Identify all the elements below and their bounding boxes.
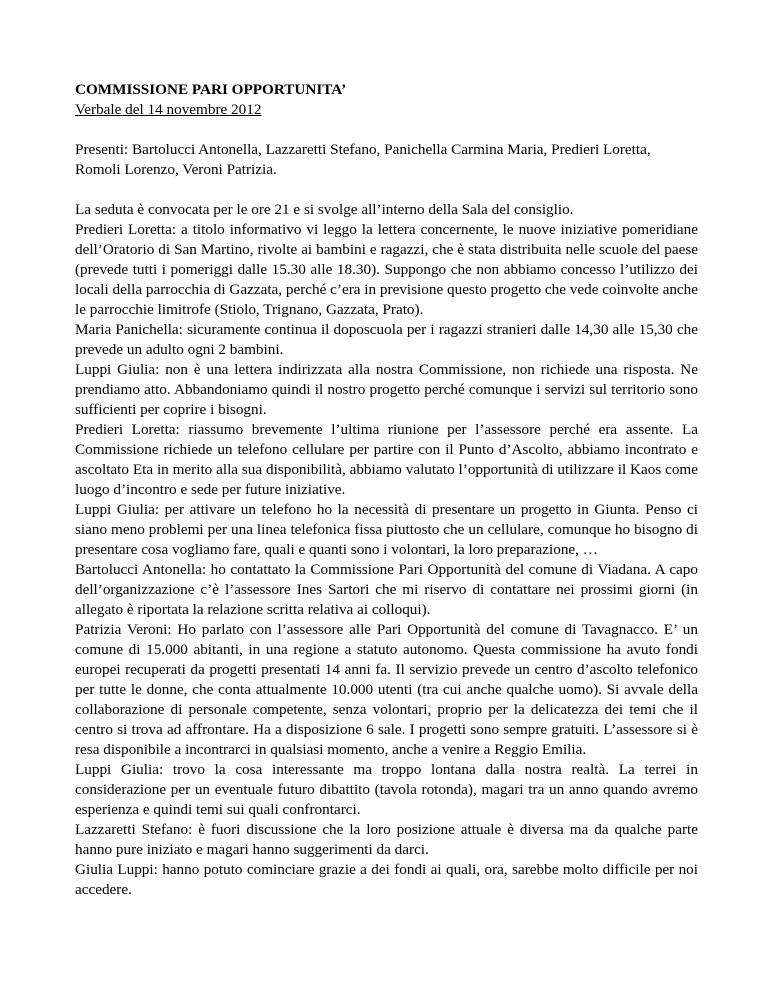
paragraph: La seduta è convocata per le ore 21 e si svolge all’interno della Sala del consiglio.	[75, 201, 574, 218]
paragraph: Maria Panichella: sicuramente continua il doposcuola per i ragazzi stranieri dalle 14,30 alle 15,30 che prevede un adulto ogni 2 bambini.	[75, 321, 698, 358]
attendees-paragraph: Presenti: Bartolucci Antonella, Lazzaretti Stefano, Panichella Carmina Maria, Predieri Loretta, Romoli Lorenzo, Veroni Patrizia.	[75, 141, 651, 178]
paragraph: Patrizia Veroni: Ho parlato con l’assessore alle Pari Opportunità del comune di Tavagnacco. E’ un comune di 15.000 abitanti, in una regione a statuto autonomo. Questa commissione ha avuto fondi europei recuperati da progetti presentati 14 anni fa. Il servizio prevede un centro d’ascolto telefonico per tutte le donne, che conta attualmente 10.000 utenti (tra cui anche qualche uomo). Si avvale della collaborazione di personale competente, senza volontari, proprio per la delicatezza dei temi che il centro si trova ad affrontare. Ha a disposizione 6 sale. I progetti sono sempre gratuiti. L’assessore si è resa disponibile a incontrarci in qualsiasi momento, anche a venire a Reggio Emilia.	[75, 621, 698, 758]
paragraph: Luppi Giulia: trovo la cosa interessante ma troppo lontana dalla nostra realtà. La terrei in considerazione per un eventuale futuro dibattito (tavola rotonda), magari tra un anno quando avremo esperienza e quindi temi sui quali confrontarci.	[75, 761, 698, 818]
paragraph: Luppi Giulia: per attivare un telefono ho la necessità di presentare un progetto in Giunta. Penso ci siano meno problemi per una linea telefonica fissa piuttosto che un cellulare, comunque ho bisogno di presentare cosa vogliamo fare, quali e quanti sono i volontari, la loro preparazione, …	[75, 501, 698, 558]
document-title: COMMISSIONE PARI OPPORTUNITA’	[75, 81, 347, 98]
paragraph: Luppi Giulia: non è una lettera indirizzata alla nostra Commissione, non richiede una risposta. Ne prendiamo atto. Abbandoniamo quindi il nostro progetto perché comunque i servizi sul territorio sono sufficienti per coprire i bisogni.	[75, 361, 698, 418]
paragraph: Lazzaretti Stefano: è fuori discussione che la loro posizione attuale è diversa ma da qualche parte hanno pure iniziato e magari hanno suggerimenti da darci.	[75, 821, 698, 858]
paragraph: Predieri Loretta: a titolo informativo vi leggo la lettera concernente, le nuove iniziative pomeridiane dell’Oratorio di San Martino, rivolte ai bambini e ragazzi, che è stata distribuita nelle scuole del paese (prevede tutti i pomeriggi dalle 15.30 alle 18.30). Suppongo che non abbiamo concesso l’utilizzo dei locali della parrocchia di Gazzata, perché c’era in previsione questo progetto che vede coinvolte anche le parrocchie limitrofe (Stiolo, Trignano, Gazzata, Prato).	[75, 221, 698, 318]
document-subtitle: Verbale del 14 novembre 2012	[75, 101, 262, 118]
paragraph: Giulia Luppi: hanno potuto cominciare grazie a dei fondi ai quali, ora, sarebbe molto difficile per noi accedere.	[75, 861, 698, 898]
document-content	[75, 80, 698, 900]
paragraph: Bartolucci Antonella: ho contattato la Commissione Pari Opportunità del comune di Viadana. A capo dell’organizzazione c’è l’assessore Ines Sartori che mi riservo di contattare nei prossimi giorni (in allegato è riportata la relazione scritta relativa ai colloqui).	[75, 561, 698, 618]
spacer	[75, 180, 698, 200]
minutes-body	[75, 200, 698, 900]
paragraph: Predieri Loretta: riassumo brevemente l’ultima riunione per l’assessore perché era assente. La Commissione richiede un telefono cellulare per partire con il Punto d’Ascolto, abbiamo incontrato e ascoltato Eta in merito alla sua disponibilità, abbiamo valutato l’opportunità di utilizzare il Kaos come luogo d’incontro e sede per future iniziative.	[75, 421, 698, 498]
spacer	[75, 120, 698, 140]
